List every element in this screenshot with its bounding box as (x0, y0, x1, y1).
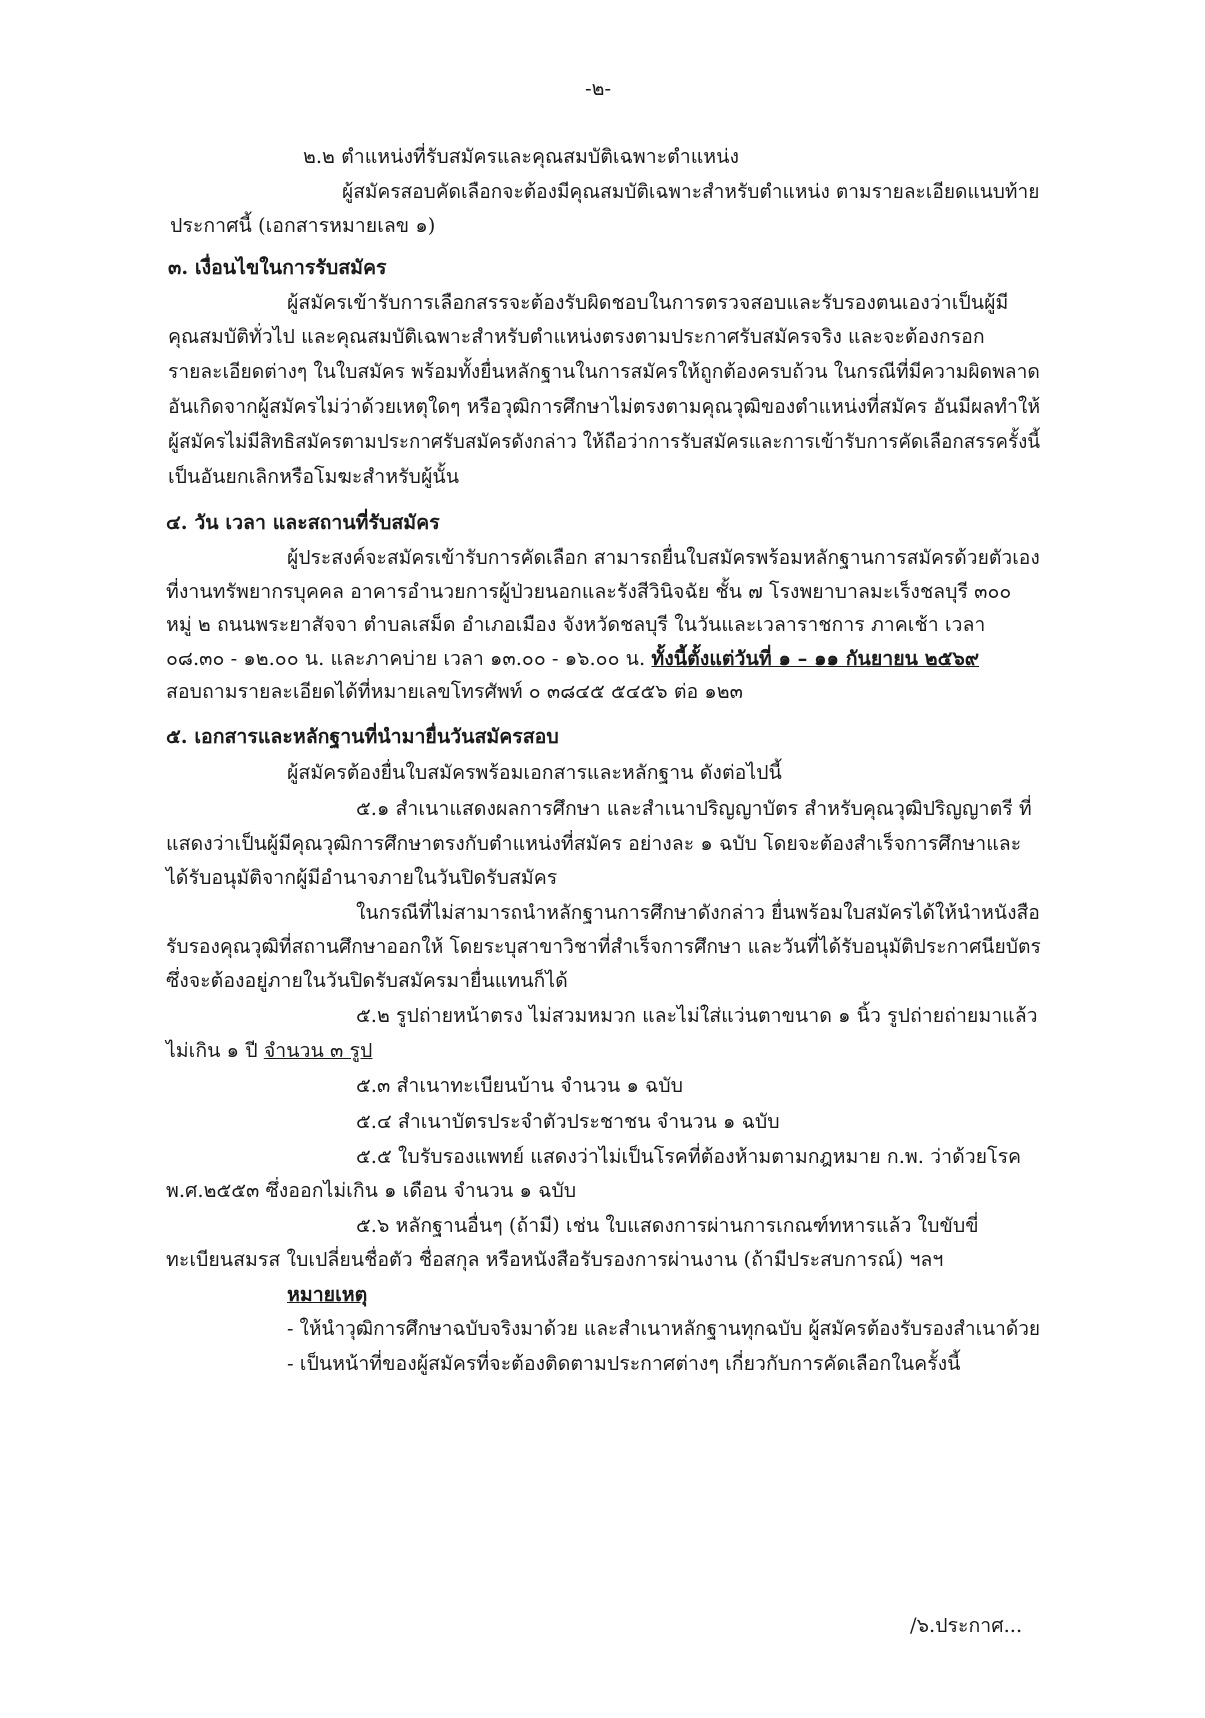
section-3-line-1: ผู้สมัครเข้ารับการเลือกสรรจะต้องรับผิดชอบในการตรวจสอบและรับรองตนเองว่าเป็นผู้มี (287, 291, 1009, 314)
item-5-4: ๕.๔ สำเนาบัตรประจำตัวประชาชน จำนวน ๑ ฉบับ (356, 1110, 780, 1133)
continuation-marker: /๖.ประกาศ... (910, 1614, 1023, 1637)
office-hours-text: ๐๘.๓๐ - ๑๒.๐๐ น. และภาคบ่าย เวลา ๑๓.๐๐ - ๑๖.๐๐ น. (166, 647, 646, 670)
section-2-2-heading: ๒.๒ ตำแหน่งที่รับสมัครและคุณสมบัติเฉพาะตำแหน่ง (303, 145, 740, 168)
application-period: ทั้งนี้ตั้งแต่วันที่ ๑ – ๑๑ กันยายน ๒๕๖๙ (651, 647, 980, 670)
section-4-line-5: สอบถามรายละเอียดได้ที่หมายเลขโทรศัพท์ ๐ ๓๘๔๕ ๕๔๕๖ ต่อ ๑๒๓ (166, 680, 743, 703)
section-4-line-3: หมู่ ๒ ถนนพระยาสัจจา ตำบลเสม็ด อำเภอเมือง จังหวัดชลบุรี ในวันและเวลาราชการ ภาคเช้า เวลา (166, 613, 986, 636)
item-5-5-line-1: ๕.๕ ใบรับรองแพทย์ แสดงว่าไม่เป็นโรคที่ต้องห้ามตามกฎหมาย ก.พ. ว่าด้วยโรค (356, 1145, 1022, 1168)
photo-age-text: ไม่เกิน ๑ ปี (166, 1039, 258, 1062)
photo-count: จำนวน ๓ รูป (263, 1039, 373, 1062)
section-4-line-2: ที่งานทรัพยากรบุคคล อาคารอำนวยการผู้ป่วยนอกและรังสีวินิจฉัย ชั้น ๗ โรงพยาบาลมะเร็งชลบุรี ๓๐๐ (166, 580, 1012, 603)
note-title: หมายเหตุ (287, 1283, 368, 1306)
item-5-3: ๕.๓ สำเนาทะเบียนบ้าน จำนวน ๑ ฉบับ (356, 1074, 684, 1097)
section-3-heading: ๓. เงื่อนไขในการรับสมัคร (168, 256, 387, 279)
item-5-1-line-2: แสดงว่าเป็นผู้มีคุณวุฒิการศึกษาตรงกับตำแหน่งที่สมัคร อย่างละ ๑ ฉบับ โดยจะต้องสำเร็จการศึกษาและ (166, 832, 1022, 855)
section-5-intro: ผู้สมัครต้องยื่นใบสมัครพร้อมเอกสารและหลักฐาน ดังต่อไปนี้ (287, 761, 782, 784)
item-5-1-line-5: รับรองคุณวุฒิที่สถานศึกษาออกให้ โดยระบุสาขาวิชาที่สำเร็จการศึกษา และวันที่ได้รับอนุมัติประกาศนียบัตร (166, 935, 1041, 958)
section-5-heading: ๕. เอกสารและหลักฐานที่นำมายื่นวันสมัครสอบ (166, 725, 559, 748)
item-5-2-line-1: ๕.๒ รูปถ่ายหน้าตรง ไม่สวมหมวก และไม่ใส่แว่นตาขนาด ๑ นิ้ว รูปถ่ายถ่ายมาแล้ว (356, 1004, 1038, 1027)
note-line-1: - ให้นำวุฒิการศึกษาฉบับจริงมาด้วย และสำเนาหลักฐานทุกฉบับ ผู้สมัครต้องรับรองสำเนาด้วย (287, 1317, 1041, 1340)
item-5-1-line-6: ซึ่งจะต้องอยู่ภายในวันปิดรับสมัครมายื่นแทนก็ได้ (166, 969, 568, 992)
item-5-1-line-3: ได้รับอนุมัติจากผู้มีอำนาจภายในวันปิดรับสมัคร (166, 866, 558, 889)
section-4-line-1: ผู้ประสงค์จะสมัครเข้ารับการคัดเลือก สามารถยื่นใบสมัครพร้อมหลักฐานการสมัครด้วยตัวเอง (287, 546, 1040, 569)
page-number: -๒- (585, 77, 612, 100)
section-4-line-4 (166, 644, 979, 674)
section-2-2-line-1: ผู้สมัครสอบคัดเลือกจะต้องมีคุณสมบัติเฉพาะสำหรับตำแหน่ง ตามรายละเอียดแนบท้าย (342, 180, 1040, 203)
section-3-line-5: ผู้สมัครไม่มีสิทธิสมัครตามประกาศรับสมัครดังกล่าว ให้ถือว่าการรับสมัครและการเข้ารับการคัดเลือกสรรครั้งนี้ (168, 430, 1041, 453)
note-line-2: - เป็นหน้าที่ของผู้สมัครที่จะต้องติดตามประกาศต่างๆ เกี่ยวกับการคัดเลือกในครั้งนี้ (287, 1352, 961, 1375)
section-3-line-4: อันเกิดจากผู้สมัครไม่ว่าด้วยเหตุใดๆ หรือวุฒิการศึกษาไม่ตรงตามคุณวุฒิของตำแหน่งที่สมัคร อันมีผลทำให้ (168, 395, 1041, 418)
section-2-2-line-2: ประกาศนี้ (เอกสารหมายเลข ๑) (170, 214, 436, 237)
section-4-heading: ๔. วัน เวลา และสถานที่รับสมัคร (166, 511, 440, 534)
section-3-line-2: คุณสมบัติทั่วไป และคุณสมบัติเฉพาะสำหรับตำแหน่งตรงตามประกาศรับสมัครจริง และจะต้องกรอก (168, 325, 985, 348)
section-3-line-6: เป็นอันยกเลิกหรือโมฆะสำหรับผู้นั้น (168, 465, 460, 488)
item-5-6-line-2: ทะเบียนสมรส ใบเปลี่ยนชื่อตัว ชื่อสกุล หรือหนังสือรับรองการผ่านงาน (ถ้ามีประสบการณ์) ฯลฯ (166, 1248, 944, 1271)
item-5-1-line-4: ในกรณีที่ไม่สามารถนำหลักฐานการศึกษาดังกล่าว ยื่นพร้อมใบสมัครได้ให้นำหนังสือ (356, 901, 1040, 924)
item-5-2-line-2 (166, 1036, 372, 1066)
section-3-line-3: รายละเอียดต่างๆ ในใบสมัคร พร้อมทั้งยื่นหลักฐานในการสมัครให้ถูกต้องครบถ้วน ในกรณีที่มีความผิดพลาด (168, 360, 1040, 383)
item-5-5-line-2: พ.ศ.๒๕๕๓ ซึ่งออกไม่เกิน ๑ เดือน จำนวน ๑ ฉบับ (166, 1179, 577, 1202)
item-5-1-line-1: ๕.๑ สำเนาแสดงผลการศึกษา และสำเนาปริญญาบัตร สำหรับคุณวุฒิปริญญาตรี ที่ (356, 797, 1032, 820)
item-5-6-line-1: ๕.๖ หลักฐานอื่นๆ (ถ้ามี) เช่น ใบแสดงการผ่านการเกณฑ์ทหารแล้ว ใบขับขี่ (356, 1214, 979, 1237)
